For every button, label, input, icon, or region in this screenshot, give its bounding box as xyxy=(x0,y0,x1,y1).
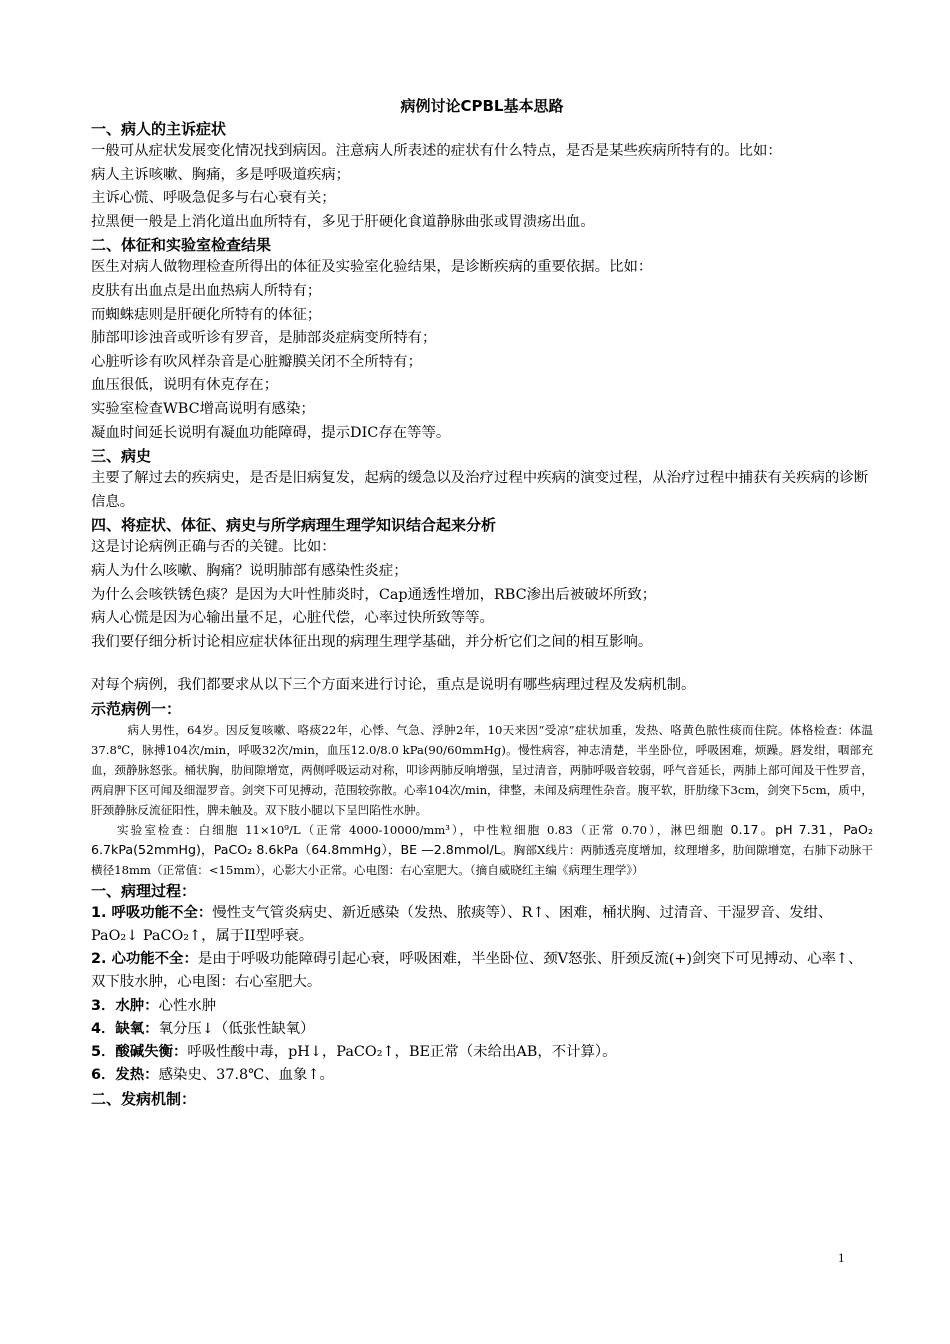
item-label: 4．缺氧： xyxy=(91,1020,159,1037)
paragraph-line: 一般可从症状发展变化情况找到病因。注意病人所表述的症状有什么特点，是否是某些疾病所特有的。比如： xyxy=(91,143,782,159)
paragraph-line: 拉黑便一般是上消化道出血所特有，多见于肝硬化食道静脉曲张或胃溃疡出血。 xyxy=(91,213,595,230)
blank-line xyxy=(91,654,873,674)
paragraph-line: 我们要仔细分析讨论相应症状体征出现的病理生理学基础，并分析它们之间的相互影响。 xyxy=(91,633,653,650)
page-number: 1 xyxy=(838,1250,845,1265)
pathology-item xyxy=(91,995,873,1018)
pathology-item xyxy=(91,1041,873,1064)
section-heading-symptoms: 一、病人的主诉症状 xyxy=(91,120,227,138)
paragraph-line: 实验室检查WBC增高说明有感染； xyxy=(91,400,315,417)
pathology-item xyxy=(91,1018,873,1041)
section-heading-signs: 二、体征和实验室检查结果 xyxy=(91,236,272,255)
pathology-item xyxy=(91,902,873,948)
paragraph-line: 病人心慌是因为心输出量不足，心脏代偿，心率过快所致等等。 xyxy=(91,610,494,627)
document-title: 病例讨论CPBL基本思路 xyxy=(400,97,564,115)
lab-results-part1: 实验室检查：白细胞 11×10⁹/L（正常 4000-10000/mm³），中性粒细胞 0.83（正常 0.70），淋巴细胞 xyxy=(115,822,731,837)
pathology-item xyxy=(91,1064,873,1087)
paragraph: 主要了解过去的疾病史，是否是旧病复发，起病的缓急以及治疗过程中疾病的演变过程，从治疗过程中捕获有关疾病的诊断信息。 xyxy=(91,470,869,510)
section-heading-history: 三、病史 xyxy=(91,447,152,466)
item-text: 心性水肿 xyxy=(158,997,217,1014)
section-heading-analysis: 四、将症状、体征、病史与所学病理生理学知识结合起来分析 xyxy=(91,516,497,535)
case-description xyxy=(91,720,873,820)
item-label: 6．发热： xyxy=(91,1067,159,1084)
item-text: 感染史、37.8℃、血象↑。 xyxy=(158,1067,334,1084)
item-text: 呼吸性酸中毒，pH↓，PaCO₂↑，BE正常（未给出AB，不计算）。 xyxy=(187,1044,617,1061)
item-label: 5．酸碱失衡： xyxy=(91,1044,188,1061)
lab-results xyxy=(91,820,873,880)
section-heading-mechanism: 二、发病机制： xyxy=(91,1089,197,1108)
paragraph-line: 而蜘蛛痣则是肝硬化所特有的体征； xyxy=(91,306,322,323)
item-label: 3．水肿： xyxy=(91,997,159,1014)
item-text: 慢性支气管炎病史、新近感染（发热、脓痰等）、R↑、困难，桶状胸、过清音、干湿罗音、发绀、PaO₂↓ PaCO₂↑，属于II型呼衰。 xyxy=(91,904,833,945)
paragraph-line: 医生对病人做物理检查所得出的体征及实验室化验结果，是诊断疾病的重要依据。比如： xyxy=(91,259,653,276)
section-heading-pathology: 一、病理过程： xyxy=(91,881,197,900)
pathology-item xyxy=(91,948,873,994)
paragraph-line: 主诉心慌、呼吸急促多与右心衰有关； xyxy=(91,190,336,207)
paragraph-line: 病人为什么咳嗽、胸痛？说明肺部有感染性炎症； xyxy=(91,562,408,579)
paragraph-line: 凝血时间延长说明有凝血功能障碍，提示DIC存在等等。 xyxy=(91,424,451,441)
case-paragraph: 病人男性，64岁。因反复咳嗽、咯痰22年，心悸、气急、浮肿2年，10天来因“受凉”症状加重，发热、咯黄色脓性痰而住院。体格检查：体温37.8℃，脉搏104次/min，呼吸32次/min，血压12.0/8.0 kPa(90/60mmHg)。慢性病容，神志清楚，半坐卧位，呼吸困难，烦躁。唇发绀，咽部充血，颈静脉怒张。桶状胸，肋间隙增宽，两侧呼吸运动对称，叩诊两肺反响增强，呈过清音，两肺呼吸音较弱，呼气音延长，两肺上部可闻及干性罗音，两肩胛下区可闻及细湿罗音。剑突下可见搏动，范围较弥散。心率104次/min，律整，未闻及病理性杂音。腹平软，肝肋缘下3cm，剑突下5cm，质中，肝颈静脉反流征阳性，脾未触及。双下肢小腿以下呈凹陷性水肿。 xyxy=(91,722,873,817)
paragraph-line: 皮肤有出血点是出血热病人所特有； xyxy=(91,282,322,299)
item-label: 2. 心功能不全： xyxy=(91,951,198,968)
paragraph-line: 这是讨论病例正确与否的关键。比如： xyxy=(91,539,336,556)
item-text: 氧分压↓（低张性缺氧） xyxy=(158,1020,315,1037)
lab-results-part3: 胸部X线片：两肺透亮度增加，纹理增多，肋间隙增宽，右肺下动脉干横径18mm（正常值：<15mm），心影大小正常。心电图：右心室肥大。（摘自威晓红主编《病理生理学》） xyxy=(91,842,874,877)
intro-paragraph: 对每个病例，我们都要求从以下三个方面来进行讨论，重点是说明有哪些病理过程及发病机制。 xyxy=(91,677,696,694)
paragraph-line: 血压很低，说明有休克存在； xyxy=(91,377,279,394)
paragraph-line: 为什么会咳铁锈色痰？是因为大叶性肺炎时，Cap通透性增加，RBC渗出后被破坏所致； xyxy=(91,586,657,603)
paragraph-line: 肺部叩诊浊音或听诊有罗音，是肺部炎症病变所特有； xyxy=(91,330,437,347)
paragraph-line: 心脏听诊有吹风样杂音是心脏瓣膜关闭不全所特有； xyxy=(91,353,422,370)
paragraph-line: 病人主诉咳嗽、胸痛，多是呼吸道疾病； xyxy=(91,166,351,183)
page-content xyxy=(91,94,873,1110)
example-heading: 示范病例一： xyxy=(91,699,182,718)
lab-results-part2: 0.17。pH 7.31，PaO₂ 6.7kPa(52mmHg)，PaCO₂ 8.6kPa（64.8mmHg），BE —2.8mmol/L。 xyxy=(91,821,873,857)
item-text: 是由于呼吸功能障碍引起心衰，呼吸困难，半坐卧位、颈V怒张、肝颈反流(+)剑突下可见搏动、心率↑、双下肢水肿，心电图：右心室肥大。 xyxy=(91,951,863,991)
item-label: 1. 呼吸功能不全： xyxy=(91,904,213,921)
